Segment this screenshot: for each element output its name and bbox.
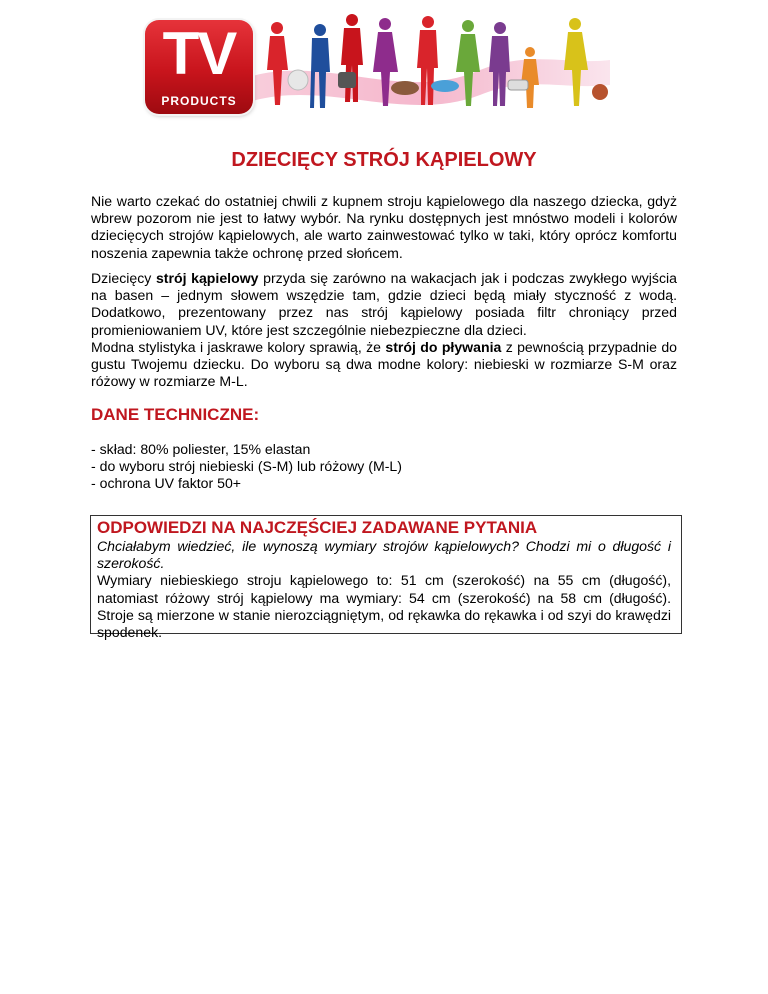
silhouette-orange-child — [521, 47, 539, 108]
spec-item-uv: - ochrona UV faktor 50+ — [91, 475, 242, 492]
logo-tv-text: TV — [162, 20, 236, 87]
faq-question: Chciałabym wiedzieć, ile wynoszą wymiary strojów kąpielowych? Chodzi mi o długość i szerokość. — [97, 538, 671, 572]
logo-products-text: PRODUCTS — [161, 94, 237, 108]
page-title: DZIECIĘCY STRÓJ KĄPIELOWY — [231, 149, 537, 171]
intro-paragraph-2 — [91, 270, 677, 390]
people-silhouettes-graphic — [240, 10, 610, 115]
silhouette-yellow-woman — [564, 18, 588, 106]
silhouette-purple-man — [489, 22, 510, 106]
faq-answer: Wymiary niebieskiego stroju kąpielowego to: 51 cm (szerokość) na 55 cm (długość), natomiast różowy strój kąpielowy ma wymiary: 54 cm (szerokość) na 58 cm (długość). Stroje są mierzone w stanie nierozciągniętym, od rękawka do rękawka i od szyi do krawędzi spodenek. — [97, 572, 671, 641]
tv-products-logo — [145, 20, 253, 114]
spec-item-colors: - do wyboru strój niebieski (S-M) lub różowy (M-L) — [91, 458, 402, 475]
p3-bold-swimwear: strój do pływania — [385, 338, 502, 355]
p2-text-a: Dziecięcy — [91, 270, 156, 286]
intro-paragraph-1: Nie warto czekać do ostatniej chwili z kupnem stroju kąpielowego dla naszego dziecka, gdyż wbrew pozorom nie jest to łatwy wybór. Na rynku dostępnych jest mnóstwo modeli i kolorów dziecięcych strojów kąpielowych, ale warto zainwestować tylko w taki, który oprócz komfortu noszenia zapewnia także ochronę przed słońcem. — [91, 193, 677, 261]
header-banner — [145, 10, 610, 115]
spec-item-composition: - skład: 80% poliester, 15% elastan — [91, 441, 311, 457]
specs-list — [91, 441, 402, 493]
p2-bold-swimsuit: strój kąpielowy — [155, 270, 259, 286]
faq-title: ODPOWIEDZI NA NAJCZĘŚCIEJ ZADAWANE PYTANIA — [97, 518, 538, 537]
p3-text-b: z pewnością przypadnie do gustu Twojemu dziecku. Do wyboru są dwa modne kolory: niebieski w rozmiarze S-M oraz różowy w rozmiarze M-L. — [91, 338, 677, 390]
p3-text-a: Modna stylistyka i jaskrawe kolory sprawią, że — [91, 338, 386, 355]
specs-title: DANE TECHNICZNE: — [91, 405, 260, 424]
p2-text-b: przyda się zarówno na wakacjach jak i podczas zwykłego wyjścia na basen – jednym słowem wszędzie tam, gdzie dzieci będą miały styczność z wodą. Dodatkowo, prezentowany przez nas strój kąpielowy posiada filtr chroniący przed promieniowaniem UV, które jest szczególnie niebezpieczne dla dzieci. — [91, 270, 677, 338]
faq-box — [90, 515, 682, 641]
